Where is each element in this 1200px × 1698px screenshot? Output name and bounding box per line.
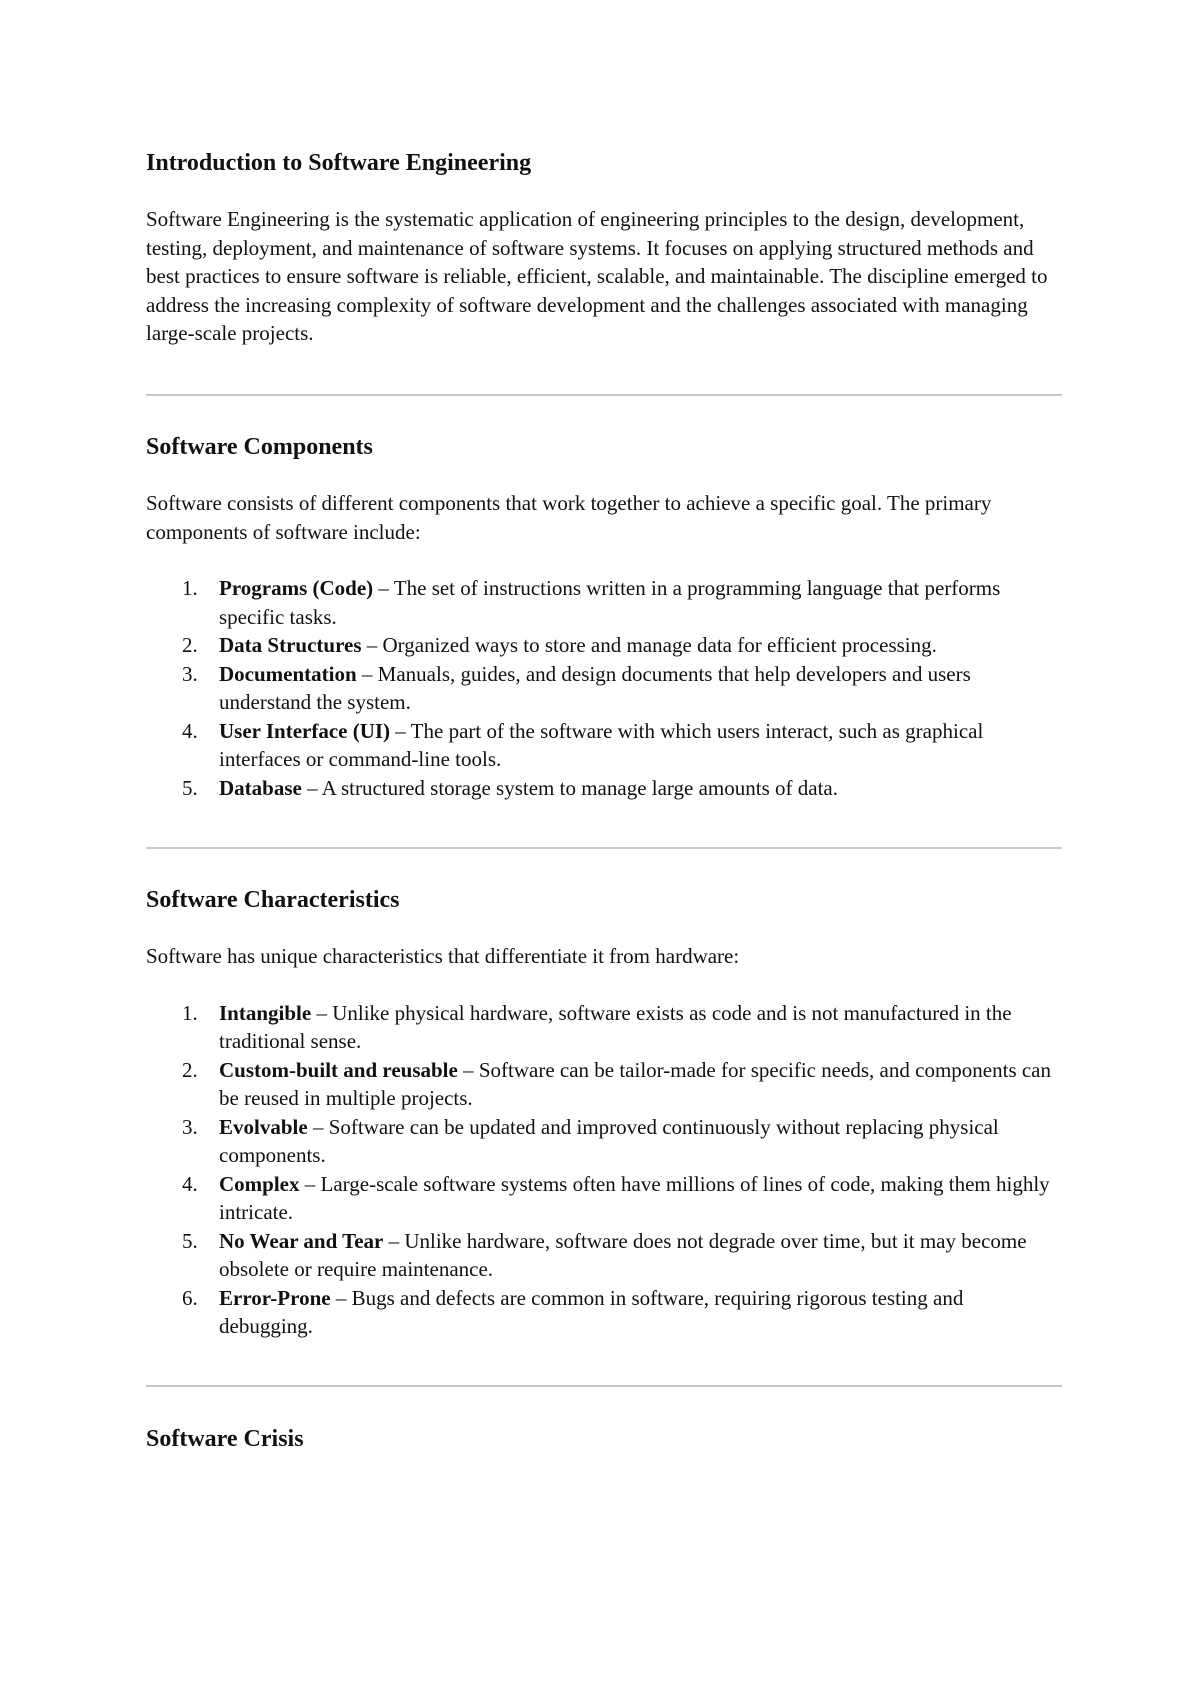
list-item [146, 1170, 1062, 1227]
list-number: 4. [182, 718, 198, 743]
list-number: 4. [182, 1171, 198, 1196]
section-software-components [146, 432, 1062, 802]
list-number: 2. [182, 633, 198, 657]
list-term: Custom-built and reusable [219, 1057, 458, 1082]
list-term: Programs (Code) [219, 576, 374, 600]
list-description: – A structured storage system to manage large amounts of data. [301, 775, 838, 800]
list-term: Intangible [219, 1000, 312, 1025]
section-divider [146, 1385, 1062, 1387]
list-description: – Manuals, guides, and design documents that help developers and users understand the system. [219, 661, 971, 714]
list-item [146, 1284, 1062, 1341]
list-description: – Unlike hardware, software does not degrade over time, but it may become obsolete or require maintenance. [219, 1228, 1027, 1281]
list-item [146, 660, 1062, 717]
list-number: 6. [182, 1285, 198, 1310]
section-heading: Software Components [146, 434, 373, 460]
numbered-list [146, 999, 1062, 1341]
list-description: – The set of instructions written in a programming language that performs specific tasks. [219, 576, 1001, 629]
list-description: – Organized ways to store and manage data for efficient processing. [361, 633, 937, 657]
list-description: – Software can be tailor-made for specific needs, and components can be reused in multiple projects. [219, 1057, 1052, 1110]
section-heading: Software Crisis [146, 1426, 304, 1452]
list-number: 1. [182, 1000, 198, 1025]
list-term: No Wear and Tear [219, 1228, 384, 1253]
list-item [146, 1056, 1062, 1113]
list-number: 5. [182, 1228, 198, 1253]
list-description: – Unlike physical hardware, software exists as code and is not manufactured in the traditional sense. [219, 1000, 1012, 1053]
list-description: – The part of the software with which users interact, such as graphical interfaces or command-line tools. [219, 718, 984, 771]
list-description: – Bugs and defects are common in software, requiring rigorous testing and debugging. [219, 1285, 964, 1338]
section-paragraph: Software has unique characteristics that differentiate it from hardware: [146, 944, 740, 968]
list-number: 2. [182, 1057, 198, 1082]
section-heading: Software Characteristics [146, 887, 400, 913]
list-term: User Interface (UI) [219, 718, 391, 743]
list-item [146, 999, 1062, 1056]
section-heading: Introduction to Software Engineering [146, 150, 532, 176]
list-term: Evolvable [219, 1114, 308, 1139]
section-software-characteristics [146, 885, 1062, 1341]
section-software-crisis [146, 1424, 1062, 1454]
list-term: Database [219, 775, 302, 800]
list-item [146, 1113, 1062, 1170]
list-item [146, 574, 1062, 631]
list-item [146, 1227, 1062, 1284]
section-paragraph: Software Engineering is the systematic application of engineering principles to the design, development, testing, deployment, and maintenance of software systems. It focuses on applying structured methods and best practices to ensure software is reliable, efficient, scalable, and maintainable. The discipline emerged to address the increasing complexity of software development and the challenges associated with managing large-scale projects. [146, 207, 1048, 345]
section-paragraph: Software consists of different components that work together to achieve a specific goal. The primary components of software include: [146, 491, 992, 544]
list-term: Data Structures [219, 633, 362, 657]
list-item [146, 631, 1062, 660]
list-description: – Large-scale software systems often have millions of lines of code, making them highly intricate. [219, 1171, 1050, 1224]
list-number: 3. [182, 1114, 198, 1139]
list-number: 3. [182, 661, 198, 686]
list-description: – Software can be updated and improved continuously without replacing physical components. [219, 1114, 999, 1167]
section-divider [146, 847, 1062, 849]
list-item [146, 774, 1062, 803]
section-divider [146, 394, 1062, 396]
section-introduction [146, 148, 1062, 348]
list-term: Error-Prone [219, 1285, 331, 1310]
list-item [146, 717, 1062, 774]
list-number: 1. [182, 576, 198, 600]
numbered-list [146, 574, 1062, 802]
list-term: Complex [219, 1171, 300, 1196]
list-term: Documentation [219, 661, 357, 686]
list-number: 5. [182, 775, 198, 800]
